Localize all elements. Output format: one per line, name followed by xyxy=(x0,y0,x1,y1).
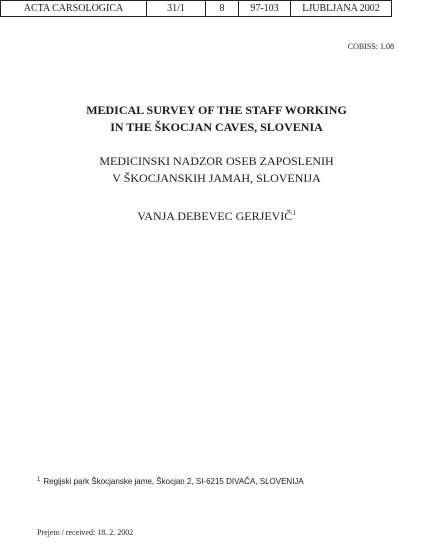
title-slovenian-line-2: V ŠKOCJANSKIH JAMAH, SLOVENIJA xyxy=(112,171,321,185)
author-name: VANJA DEBEVEC GERJEVIČ xyxy=(137,209,293,223)
header-number: 8 xyxy=(206,1,239,16)
received-date: Prejeto / received: 18. 2. 2002 xyxy=(37,528,134,537)
header-volume: 31/1 xyxy=(147,1,206,16)
journal-header-table xyxy=(0,0,392,17)
affiliation-footnote xyxy=(37,477,304,486)
footnote-mark: 1 xyxy=(37,477,41,483)
cobiss-code: COBISS: 1.08 xyxy=(347,42,394,51)
title-slovenian-line-1: MEDICINSKI NADZOR OSEB ZAPOSLENIH xyxy=(99,154,334,168)
author-affiliation-mark: 1 xyxy=(292,209,296,217)
title-english-line-1: MEDICAL SURVEY OF THE STAFF WORKING xyxy=(86,103,347,117)
title-slovenian xyxy=(0,153,433,187)
footnote-text: Regijski park Škocjanske jame, Škocjan 2, SI-6215 DIVAČA, SLOVENIJA xyxy=(43,477,304,486)
title-english-line-2: IN THE ŠKOCJAN CAVES, SLOVENIA xyxy=(110,120,323,134)
title-english xyxy=(0,102,433,136)
author-line xyxy=(0,205,433,224)
header-pages: 97-103 xyxy=(239,1,291,16)
header-journal-name: ACTA CARSOLOGICA xyxy=(1,1,147,16)
header-place-year: LJUBLJANA 2002 xyxy=(302,3,380,14)
